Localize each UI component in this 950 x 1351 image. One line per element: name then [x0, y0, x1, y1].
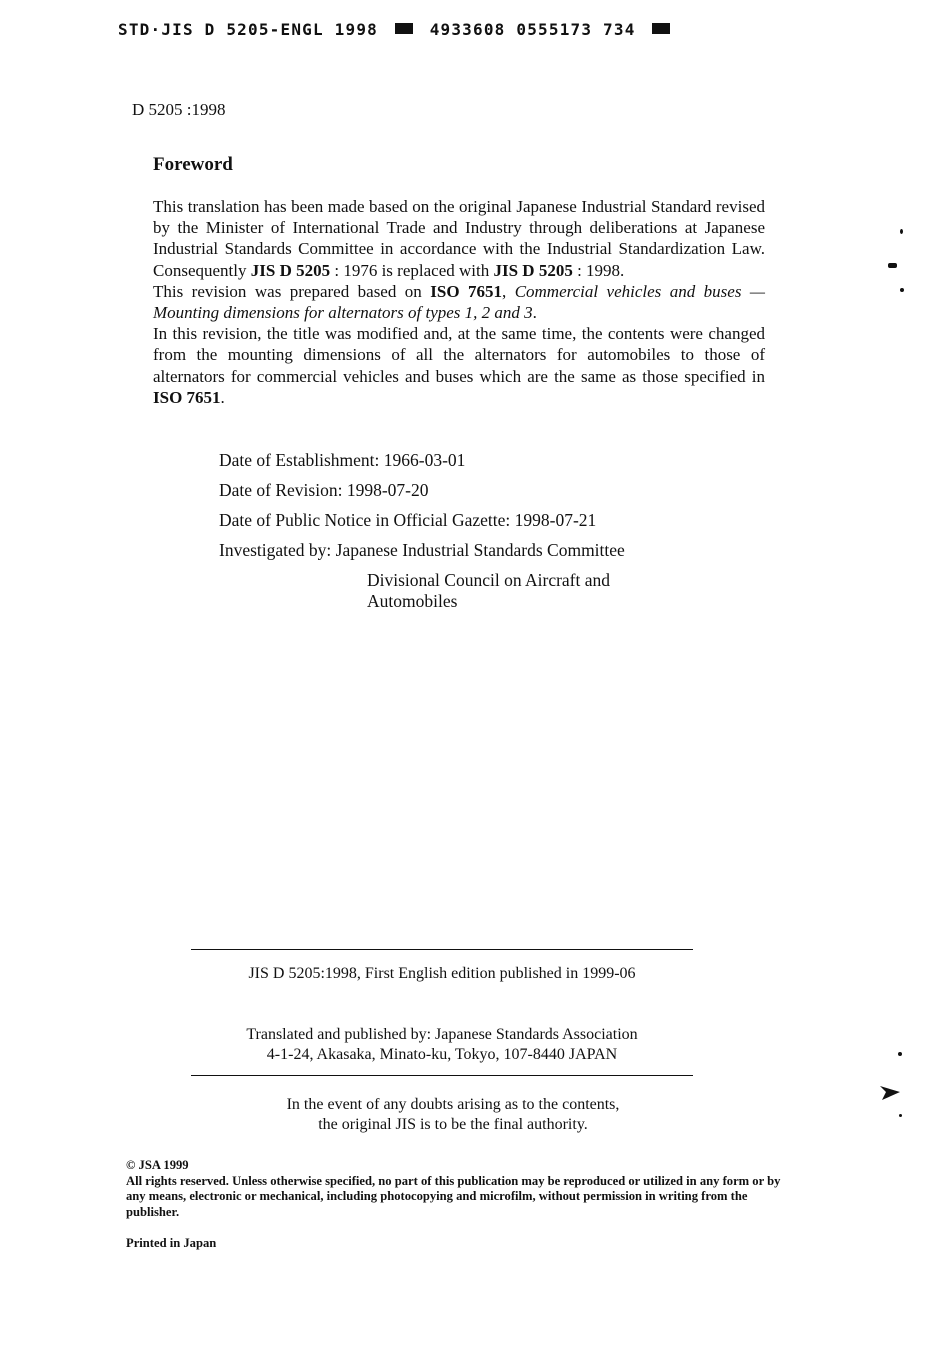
p1-text-1: This translation has been made based on the original Japanese Industrial Standard revised by the Minister of International Trade and Industry through deliberations at Japanese Industrial Standards Committee in accordance with the Industrial Standardization Law. Consequently	[153, 197, 765, 280]
scan-speck	[900, 288, 904, 292]
document-stamp	[118, 20, 676, 39]
rights-statement: All rights reserved. Unless otherwise specified, no part of this publication may be reproduced or utilized in any form or by any means, electronic or mechanical, including photocopying and microfilm, without permission in writing from the publisher.	[126, 1173, 781, 1219]
copyright-block	[126, 1158, 786, 1220]
stamp-code: STD·JIS D 5205-ENGL 1998	[118, 20, 378, 39]
p2-italic-title: Commercial vehicles and buses — Mounting dimensions for alternators of types 1, 2 and 3	[153, 281, 765, 323]
foreword-body	[153, 196, 765, 408]
p2-bold-1: ISO 7651	[430, 281, 502, 301]
divider-bottom	[191, 1075, 693, 1076]
date-establishment: Date of Establishment: 1966-03-01	[219, 450, 466, 470]
foreword-paragraph-3	[153, 323, 765, 408]
authority-line-1: In the event of any doubts arising as to the contents,	[286, 1096, 620, 1113]
printed-in: Printed in Japan	[126, 1236, 217, 1250]
scan-arrow-mark	[880, 1084, 900, 1102]
scan-speck	[888, 263, 897, 268]
stamp-block-mark-end	[652, 23, 670, 34]
publisher-line-2: 4-1-24, Akasaka, Minato-ku, Tokyo, 107-8440 JAPAN	[266, 1046, 618, 1063]
scan-speck	[900, 229, 903, 234]
p1-text-3: : 1998.	[572, 260, 625, 280]
p1-bold-1: JIS D 5205	[250, 260, 331, 280]
p2-text-2: ,	[501, 281, 515, 301]
p2-text-3: .	[532, 303, 537, 323]
council-line-2: Automobiles	[367, 591, 458, 611]
p2-text-1: This revision was prepared based on	[153, 281, 431, 301]
divider-top	[191, 949, 693, 950]
investigated-by: Investigated by: Japanese Industrial Standards Committee	[219, 540, 625, 560]
foreword-heading: Foreword	[153, 154, 233, 175]
dates-block	[219, 450, 625, 612]
foreword-paragraph-1	[153, 196, 765, 281]
stamp-number-1: 4933608	[429, 20, 506, 39]
p1-bold-2: JIS D 5205	[493, 260, 573, 280]
foreword-paragraph-2	[153, 281, 765, 323]
scan-speck	[898, 1052, 902, 1056]
copyright-line: © JSA 1999	[126, 1158, 189, 1172]
scan-speck	[899, 1114, 902, 1117]
p3-bold-1: ISO 7651	[153, 387, 221, 407]
authority-line-2: the original JIS is to be the final authority.	[318, 1116, 588, 1133]
date-revision: Date of Revision: 1998-07-20	[219, 480, 429, 500]
publisher-line-1: Translated and published by: Japanese Standards Association	[246, 1026, 638, 1043]
p1-text-2: : 1976 is replaced with	[330, 260, 494, 280]
document-number: D 5205 :1998	[132, 100, 226, 119]
council-line-1: Divisional Council on Aircraft and	[367, 570, 611, 590]
date-public-notice: Date of Public Notice in Official Gazette: 1998-07-21	[219, 510, 597, 530]
stamp-number-2: 0555173 734	[516, 20, 636, 39]
stamp-block-mark	[395, 23, 413, 34]
p3-text-2: .	[220, 387, 225, 407]
edition-line: JIS D 5205:1998, First English edition published in 1999-06	[248, 965, 636, 982]
p3-text-1: In this revision, the title was modified and, at the same time, the contents were changed from the mounting dimensions of all the alternators for automobiles to those of alternators for commercial vehicles and buses which are the same as those specified in	[153, 324, 765, 386]
